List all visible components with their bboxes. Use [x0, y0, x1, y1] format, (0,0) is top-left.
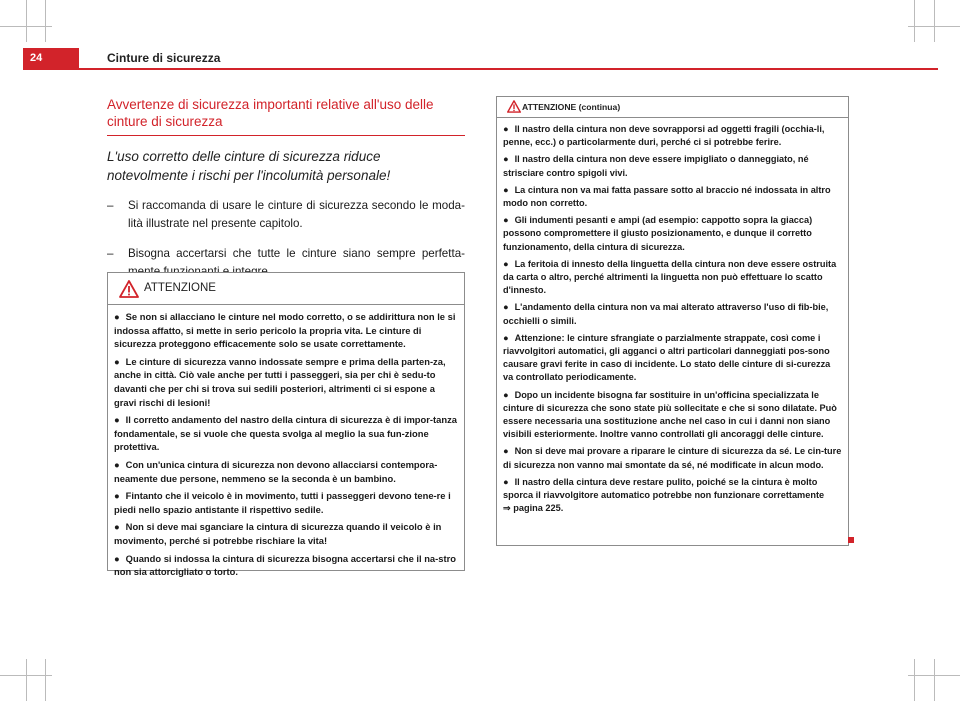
- page-link-arrow[interactable]: ⇒: [503, 503, 511, 514]
- list-item: ● Non si deve mai sganciare la cintura di sicurezza quando il veicolo è in movimento, perché si potrebbe rischiare la vita!: [114, 521, 442, 546]
- list-item: ● Con un'unica cintura di sicurezza non devono allacciarsi contempora-neamente due persone, nemmeno se la seconda è un bambino.: [114, 458, 438, 484]
- crop-mark: [914, 0, 915, 42]
- list-item: ● Il nastro della cintura non deve sovrapporsi ad oggetti fragili (occhia-li, penne, ecc.) o particolarmente duri, perché ci si potrebbe ferire.: [503, 124, 825, 148]
- warning-header: [108, 273, 464, 305]
- list-item: ● Il nastro della cintura deve restare pulito, poiché se la cintura è molto sporca il riavvolgitore automatico potrebbe non funzionare correttamente ⇒ pagina 225.: [503, 476, 825, 514]
- warning-body: [108, 305, 464, 587]
- crop-mark: [914, 659, 915, 701]
- warning-triangle-icon: [119, 280, 139, 298]
- warning-triangle-icon: [507, 100, 521, 113]
- list-item: ● Dopo un incidente bisogna far sostituire in un'officina specializzata le cinture di sicurezza che sono state più sollecitate e che si sono dilatate. Può essere necessaria una sostituzione anche nel caso in cui i danni non siano visibili esteriormente. Inoltre vanno controllati gli ancoraggi delle cinture.: [503, 389, 837, 440]
- main-section: [107, 96, 465, 293]
- list-item: ● Se non si allacciano le cinture nel modo corretto, o se addirittura non le si indossa affatto, si mette in serio pericolo la propria vita. Le cinture di sicurezza proteggono efficacemente solo se usate correttamente.: [114, 311, 456, 350]
- crop-mark: [934, 659, 935, 701]
- crop-mark: [934, 0, 935, 42]
- warning-box-continued: [496, 96, 849, 546]
- list-item: – Bisogna accertarsi che tutte le cinture siano sempre perfetta-: [107, 245, 465, 281]
- page-link[interactable]: pagina 225.: [513, 503, 564, 514]
- section-intro: L'uso corretto delle cinture di sicurezza riduce notevolmente i rischi per l'incolumità personale!: [107, 149, 391, 183]
- step-list: [107, 197, 465, 281]
- list-item: ● Non si deve mai provare a riparare le cinture di sicurezza da sé. Le cin-ture di sicurezza non vanno mai smontate da sé, né modificate in alcun modo.: [503, 446, 842, 470]
- end-of-section-marker: [848, 537, 854, 543]
- warning-header: [497, 97, 848, 118]
- crop-mark: [45, 659, 46, 701]
- warning-body: [497, 118, 848, 523]
- list-item: ● La feritoia di innesto della linguetta della cintura non deve essere ostruita da carta o altro, perché altrimenti la linguetta non può effettuare lo scatto d'innesto.: [503, 258, 837, 296]
- list-item: ● Il nastro della cintura non deve essere impigliato o danneggiato, né strisciare contro spigoli vivi.: [503, 154, 809, 178]
- crop-mark: [26, 659, 27, 701]
- page-number: 24: [23, 48, 79, 68]
- section-title: Avvertenze di sicurezza importanti relative all'uso delle cinture di sicurezza: [107, 96, 465, 136]
- page-header: [23, 48, 938, 70]
- warning-box: [107, 272, 465, 578]
- warning-label: ATTENZIONE (continua): [522, 102, 621, 112]
- list-item: ● Attenzione: le cinture sfrangiate o parzialmente strappate, così come i riavvolgitori automatici, gli agganci o altri particolari danneggiati pos-sono causare gravi ferite in caso di incidente. Lo stato delle cinture di si-curezza va controllato periodicamente.: [503, 332, 831, 383]
- list-item: ● Quando si indossa la cintura di sicurezza bisogna accertarsi che il na-stro non sia attorcigliato o torto.: [114, 552, 456, 578]
- warning-label: ATTENZIONE: [144, 282, 216, 294]
- page-title: Cinture di sicurezza: [107, 51, 221, 65]
- list-item: ● Fintanto che il veicolo è in movimento, tutti i passeggeri devono tene-re i piedi nello spazio antistante il rispettivo sedile.: [114, 490, 451, 515]
- list-item: ● Le cinture di sicurezza vanno indossate sempre e prima della parten-za, anche in città. Ciò vale anche per tutti i passeggeri, sia per chi è sedu-to davanti che per chi si trova sui sedili posteriori, altrimenti ci si espone a gravi rischi di lesioni!: [114, 355, 446, 408]
- list-item: ● Gli indumenti pesanti e ampi (ad esempio: cappotto sopra la giacca) possono compromettere il giusto posizionamento, e dunque il corretto funzionamento, della cintura di sicurezza.: [503, 215, 813, 252]
- crop-mark: [26, 0, 27, 42]
- list-item: – Si raccomanda di usare le cinture di sicurezza secondo le moda-lità illustrate nel presente capitolo.: [107, 199, 465, 230]
- crop-mark: [45, 0, 46, 42]
- step-text: Bisogna accertarsi che tutte le cinture siano sempre perfetta-: [128, 247, 465, 260]
- step-text: Si raccomanda di usare le cinture di sicurezza secondo le moda-lità illustrate nel presente capitolo.: [128, 199, 465, 230]
- list-item: ● La cintura non va mai fatta passare sotto al braccio né indossata in altro modo non corretto.: [503, 184, 831, 209]
- list-item: ● Il corretto andamento del nastro della cintura di sicurezza è di impor-tanza fondamentale, se si vuole che questa svolga al meglio la sua fun-zione protettiva.: [114, 414, 457, 453]
- list-item: ● L'andamento della cintura non va mai alterato attraverso l'uso di fib-bie, occhielli o simili.: [503, 302, 829, 326]
